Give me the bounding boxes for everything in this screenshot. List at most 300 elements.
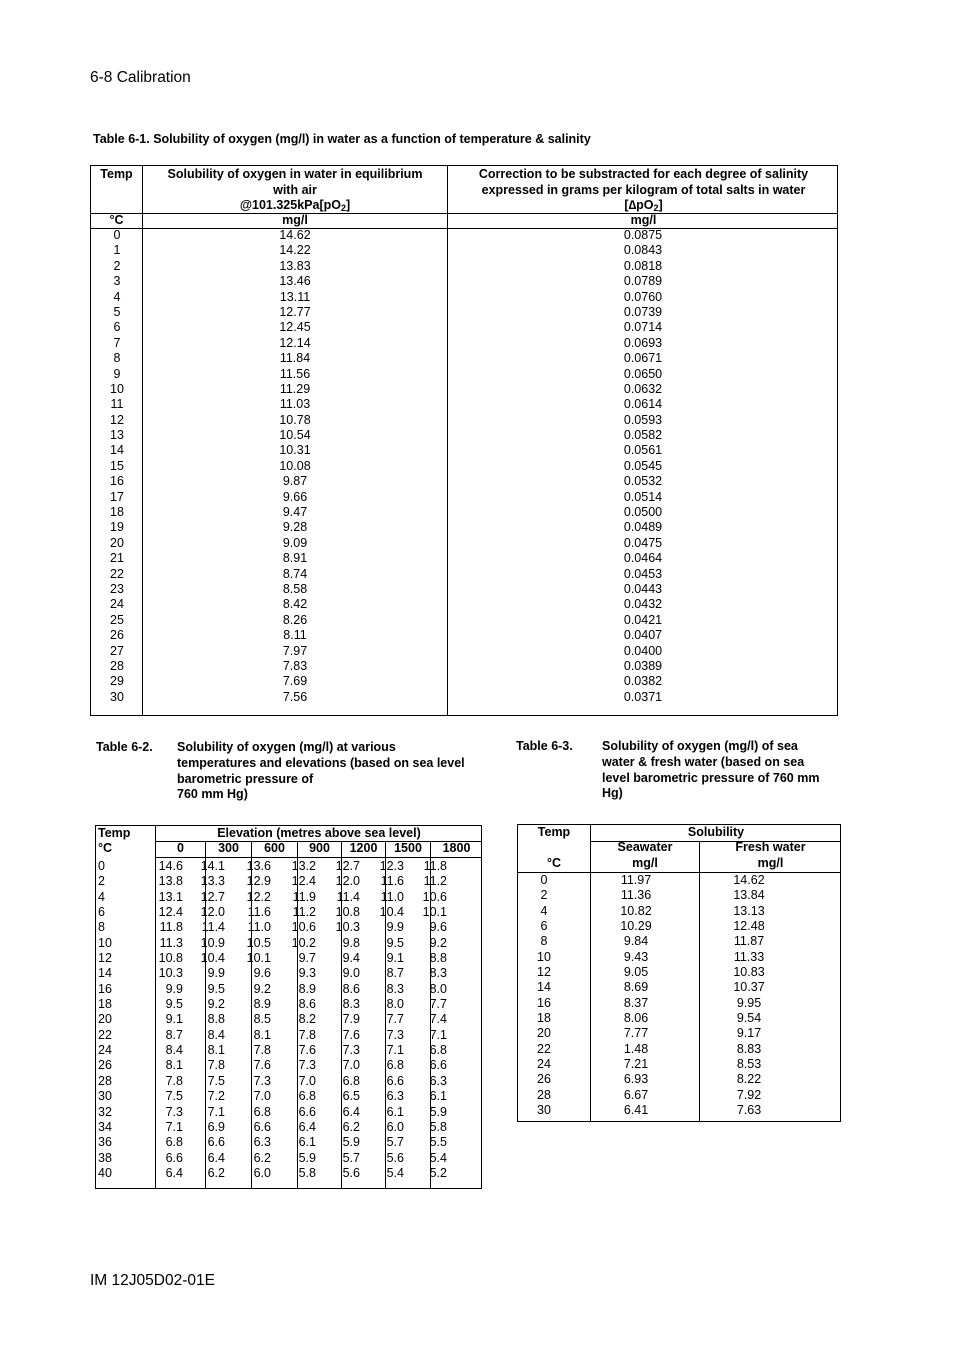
temp-cell: 18	[98, 997, 112, 1012]
elevation-header: 1800	[442, 841, 471, 855]
correction-cell: 0.0371	[623, 689, 663, 704]
table-row	[91, 674, 837, 689]
table-row	[91, 659, 837, 674]
value-cell: 7.1	[429, 1027, 447, 1042]
correction-cell: 0.0382	[623, 674, 663, 689]
table-row	[96, 1135, 481, 1150]
elevation-header: 300	[218, 841, 239, 855]
value-cell: 11.4	[336, 889, 360, 904]
value-cell: 5.5	[429, 1135, 447, 1150]
freshwater-cell: 8.22	[736, 1072, 762, 1087]
correction-cell: 0.0671	[623, 351, 663, 366]
value-cell: 10.8	[158, 951, 183, 966]
temp-cell: 18	[110, 505, 124, 520]
header-line	[143, 198, 447, 214]
header-line	[448, 198, 839, 214]
table-row	[91, 382, 837, 397]
value-cell: 7.8	[165, 1073, 183, 1088]
value-cell: 13.3	[200, 874, 225, 889]
header-text: ]	[345, 198, 351, 212]
value-cell: 9.9	[165, 981, 183, 996]
value-cell: 5.6	[342, 1165, 360, 1180]
value-cell: 7.3	[386, 1027, 404, 1042]
table-row	[518, 1057, 840, 1072]
table1-unit-correction: mg/l	[630, 213, 657, 227]
value-cell: 10.1	[246, 951, 271, 966]
value-cell: 8.0	[386, 997, 404, 1012]
table-row	[518, 950, 840, 965]
seawater-cell: 11.36	[620, 888, 652, 903]
solubility-cell: 11.56	[279, 366, 311, 381]
value-cell: 9.2	[429, 935, 447, 950]
table-row	[91, 490, 837, 505]
temp-cell: 6	[98, 905, 105, 920]
correction-cell: 0.0739	[623, 304, 663, 319]
table-row	[91, 259, 837, 274]
value-cell: 7.3	[253, 1073, 271, 1088]
value-cell: 7.3	[342, 1043, 360, 1058]
solubility-cell: 9.47	[282, 505, 308, 520]
value-cell: 6.1	[386, 1104, 404, 1119]
page-footer: IM 12J05D02-01E	[90, 1272, 215, 1289]
value-cell: 12.4	[158, 905, 183, 920]
value-cell: 6.0	[386, 1119, 404, 1134]
temp-cell: 9	[113, 366, 121, 381]
temp-cell: 12	[537, 965, 551, 980]
freshwater-cell: 10.37	[733, 980, 765, 995]
correction-cell: 0.0714	[623, 320, 663, 335]
solubility-cell: 8.58	[282, 581, 308, 596]
temp-cell: 3	[113, 274, 121, 289]
solubility-cell: 7.97	[282, 643, 308, 658]
temp-cell: 14	[537, 980, 551, 995]
value-cell: 6.8	[386, 1058, 404, 1073]
header-line: Correction to be substracted for each degree of salinity	[478, 167, 809, 181]
solubility-cell: 10.31	[279, 443, 311, 458]
table-row	[91, 274, 837, 289]
seawater-cell: 7.21	[623, 1057, 649, 1072]
temp-cell: 8	[98, 920, 105, 935]
table2-body	[96, 859, 481, 1181]
table-row	[96, 1043, 481, 1058]
table-row	[91, 613, 837, 628]
elevation-header: 1200	[349, 841, 378, 855]
table-row	[96, 890, 481, 905]
table-row	[518, 1026, 840, 1041]
seawater-cell: 6.93	[623, 1072, 649, 1087]
freshwater-cell: 13.84	[733, 888, 765, 903]
correction-cell: 0.0818	[623, 258, 663, 273]
table-row	[96, 1089, 481, 1104]
temp-cell: 36	[98, 1135, 112, 1150]
value-cell: 5.9	[429, 1104, 447, 1119]
correction-cell: 0.0453	[623, 566, 663, 581]
value-cell: 7.6	[298, 1043, 316, 1058]
table3-caption-number: Table 6-3.	[516, 739, 573, 753]
correction-cell: 0.0421	[623, 612, 663, 627]
freshwater-cell: 11.87	[733, 934, 765, 949]
value-cell: 11.3	[159, 935, 183, 950]
temp-cell: 22	[98, 1027, 112, 1042]
temp-cell: 12	[110, 412, 124, 427]
table-row	[91, 320, 837, 335]
value-cell: 5.6	[386, 1150, 404, 1165]
value-cell: 12.9	[246, 874, 271, 889]
solubility-cell: 11.29	[279, 381, 311, 396]
table-row	[91, 459, 837, 474]
table-row	[91, 551, 837, 566]
correction-cell: 0.0545	[623, 458, 663, 473]
seawater-cell: 8.37	[623, 995, 649, 1010]
table-row	[96, 936, 481, 951]
solubility-cell: 13.46	[279, 274, 311, 289]
table3-freshwater-unit: mg/l	[757, 856, 784, 870]
solubility-cell: 10.54	[279, 428, 311, 443]
value-cell: 8.7	[386, 966, 404, 981]
table-row	[96, 982, 481, 997]
value-cell: 6.4	[207, 1150, 225, 1165]
table-row	[91, 474, 837, 489]
temp-cell: 25	[110, 612, 124, 627]
header-line: with air	[273, 182, 317, 197]
temp-cell: 20	[110, 535, 124, 550]
solubility-cell: 8.74	[282, 566, 308, 581]
header-line: expressed in grams per kilogram of total salts in water	[481, 182, 806, 197]
temp-cell: 22	[110, 566, 124, 581]
value-cell: 7.6	[342, 1027, 360, 1042]
table-row	[518, 873, 840, 888]
caption-line: 760 mm Hg)	[177, 787, 248, 802]
temp-cell: 8	[540, 934, 548, 949]
value-cell: 9.2	[253, 981, 271, 996]
value-cell: 5.8	[298, 1165, 316, 1180]
value-cell: 12.2	[246, 889, 271, 904]
temp-cell: 4	[540, 903, 548, 918]
table-row	[91, 351, 837, 366]
value-cell: 9.1	[386, 951, 404, 966]
value-cell: 7.3	[298, 1058, 316, 1073]
value-cell: 13.6	[246, 859, 271, 873]
value-cell: 6.5	[342, 1089, 360, 1104]
table1-body	[91, 228, 837, 705]
temp-cell: 40	[98, 1165, 112, 1180]
solubility-cell: 12.77	[279, 304, 311, 319]
solubility-cell: 9.87	[282, 474, 308, 489]
correction-cell: 0.0514	[623, 489, 663, 504]
solubility-cell: 12.45	[279, 320, 311, 335]
table-row	[91, 644, 837, 659]
freshwater-cell: 14.62	[733, 873, 765, 887]
value-cell: 8.0	[429, 981, 447, 996]
seawater-cell: 10.82	[620, 903, 652, 918]
temp-cell: 30	[110, 689, 124, 704]
value-cell: 7.2	[207, 1089, 225, 1104]
value-cell: 8.2	[298, 1012, 316, 1027]
value-cell: 5.8	[429, 1119, 447, 1134]
table2	[95, 825, 482, 1189]
header-text: @101.325kPa[pO	[239, 198, 341, 212]
table1	[90, 165, 838, 716]
table-row	[518, 888, 840, 903]
freshwater-cell: 9.95	[736, 995, 762, 1010]
value-cell: 9.2	[207, 997, 225, 1012]
table-row	[91, 505, 837, 520]
table-row	[91, 305, 837, 320]
value-cell: 5.2	[429, 1165, 447, 1180]
temp-cell: 17	[110, 489, 124, 504]
value-cell: 13.2	[291, 859, 316, 873]
caption-line: level barometric pressure of 760 mm	[602, 770, 820, 785]
value-cell: 14.1	[200, 859, 225, 873]
table-row	[91, 567, 837, 582]
table-row	[91, 290, 837, 305]
value-cell: 7.1	[207, 1104, 225, 1119]
temp-cell: 24	[98, 1043, 112, 1058]
temp-cell: 27	[110, 643, 124, 658]
table1-unit-temp: °C	[109, 213, 124, 227]
table-row	[91, 520, 837, 535]
temp-cell: 16	[537, 995, 551, 1010]
value-cell: 7.1	[165, 1119, 183, 1134]
table-row	[91, 628, 837, 643]
value-cell: 6.4	[298, 1119, 316, 1134]
value-cell: 11.4	[201, 920, 225, 935]
value-cell: 6.6	[298, 1104, 316, 1119]
value-cell: 12.7	[335, 859, 360, 873]
solubility-cell: 7.83	[282, 658, 308, 673]
value-cell: 9.3	[298, 966, 316, 981]
value-cell: 7.0	[298, 1073, 316, 1088]
value-cell: 8.3	[386, 981, 404, 996]
value-cell: 7.8	[253, 1043, 271, 1058]
value-cell: 10.8	[335, 905, 360, 920]
temp-cell: 0	[98, 859, 105, 873]
table-row	[518, 919, 840, 934]
table3	[517, 824, 841, 1122]
solubility-cell: 8.26	[282, 612, 308, 627]
value-cell: 10.3	[158, 966, 183, 981]
temp-cell: 16	[110, 474, 124, 489]
table-row	[518, 1103, 840, 1118]
solubility-cell: 8.91	[282, 551, 308, 566]
value-cell: 8.4	[165, 1043, 183, 1058]
seawater-cell: 6.41	[623, 1103, 649, 1118]
value-cell: 8.7	[165, 1027, 183, 1042]
temp-cell: 30	[537, 1103, 551, 1118]
value-cell: 9.4	[342, 951, 360, 966]
value-cell: 6.1	[429, 1089, 447, 1104]
elevation-header: 1500	[394, 841, 422, 855]
value-cell: 10.2	[291, 935, 316, 950]
table-row	[91, 397, 837, 412]
table-row	[518, 904, 840, 919]
temp-cell: 5	[113, 304, 121, 319]
value-cell: 9.7	[298, 951, 316, 966]
value-cell: 6.6	[253, 1119, 271, 1134]
temp-cell: 28	[110, 658, 124, 673]
table-row	[96, 997, 481, 1012]
temp-cell: 29	[110, 674, 124, 689]
elevation-header: 900	[309, 841, 330, 855]
caption-line: Solubility of oxygen (mg/l) of sea	[602, 739, 798, 753]
correction-cell: 0.0443	[623, 581, 663, 596]
temp-cell: 0	[540, 873, 548, 887]
table1-correction-header	[448, 167, 839, 214]
seawater-cell: 7.77	[623, 1026, 649, 1041]
table2-divider	[155, 857, 481, 858]
table2-temp-unit: °C	[98, 841, 113, 855]
value-cell: 11.0	[247, 920, 271, 935]
temp-cell: 28	[537, 1087, 551, 1102]
table-row	[91, 428, 837, 443]
solubility-cell: 10.08	[279, 458, 311, 473]
header-text: [∆pO	[624, 198, 654, 212]
table-row	[91, 413, 837, 428]
page-header: 6-8 Calibration	[90, 69, 191, 86]
table-row	[96, 1058, 481, 1073]
table3-temp-header: Temp	[537, 825, 571, 839]
seawater-cell: 9.84	[623, 934, 649, 949]
value-cell: 11.8	[159, 920, 183, 935]
correction-cell: 0.0432	[623, 597, 663, 612]
table-row	[96, 1105, 481, 1120]
solubility-cell: 11.03	[279, 397, 311, 412]
solubility-cell: 9.66	[282, 489, 308, 504]
freshwater-cell: 9.54	[736, 1011, 762, 1026]
table-row	[96, 951, 481, 966]
table3-body	[518, 873, 840, 1119]
value-cell: 8.5	[253, 1012, 271, 1027]
value-cell: 13.1	[158, 889, 183, 904]
value-cell: 12.4	[291, 874, 316, 889]
value-cell: 7.4	[429, 1012, 447, 1027]
correction-cell: 0.0632	[623, 381, 663, 396]
table3-seawater-header: Seawater	[617, 840, 673, 854]
value-cell: 9.5	[207, 981, 225, 996]
table-row	[518, 934, 840, 949]
temp-cell: 2	[113, 258, 121, 273]
value-cell: 9.9	[386, 920, 404, 935]
value-cell: 13.8	[158, 874, 183, 889]
correction-cell: 0.0532	[623, 474, 663, 489]
table-row	[91, 536, 837, 551]
value-cell: 8.6	[342, 981, 360, 996]
value-cell: 8.8	[207, 1012, 225, 1027]
temp-cell: 14	[110, 443, 124, 458]
value-cell: 6.6	[207, 1135, 225, 1150]
temp-cell: 26	[537, 1072, 551, 1087]
temp-cell: 16	[98, 981, 112, 996]
freshwater-cell: 9.17	[736, 1026, 762, 1041]
seawater-cell: 9.05	[623, 965, 649, 980]
table3-caption	[516, 739, 846, 803]
temp-cell: 4	[98, 889, 105, 904]
value-cell: 6.8	[253, 1104, 271, 1119]
value-cell: 12.0	[335, 874, 360, 889]
temp-cell: 30	[98, 1089, 112, 1104]
solubility-cell: 9.28	[282, 520, 308, 535]
value-cell: 7.7	[386, 1012, 404, 1027]
correction-cell: 0.0875	[623, 228, 663, 242]
correction-cell: 0.0500	[623, 505, 663, 520]
value-cell: 6.1	[298, 1135, 316, 1150]
temp-cell: 18	[537, 1011, 551, 1026]
value-cell: 6.6	[429, 1058, 447, 1073]
table-row	[518, 1042, 840, 1057]
value-cell: 6.3	[429, 1073, 447, 1088]
table-row	[91, 690, 837, 705]
table-row	[96, 920, 481, 935]
seawater-cell: 8.69	[623, 980, 649, 995]
table2-caption-number: Table 6-2.	[96, 740, 153, 754]
value-cell: 6.0	[253, 1165, 271, 1180]
correction-cell: 0.0389	[623, 658, 663, 673]
seawater-cell: 6.67	[623, 1087, 649, 1102]
temp-cell: 24	[110, 597, 124, 612]
temp-cell: 12	[98, 951, 112, 966]
table1-temp-header: Temp	[100, 167, 133, 181]
value-cell: 7.8	[207, 1058, 225, 1073]
table-row	[96, 859, 481, 874]
value-cell: 5.4	[429, 1150, 447, 1165]
value-cell: 6.2	[207, 1165, 225, 1180]
value-cell: 9.9	[207, 966, 225, 981]
temp-cell: 34	[98, 1119, 112, 1134]
freshwater-cell: 7.92	[736, 1087, 762, 1102]
value-cell: 7.7	[429, 997, 447, 1012]
table-row	[96, 1074, 481, 1089]
value-cell: 5.4	[386, 1165, 404, 1180]
correction-cell: 0.0760	[623, 289, 663, 304]
solubility-cell: 14.62	[279, 228, 311, 242]
freshwater-cell: 8.53	[736, 1057, 762, 1072]
caption-line: Solubility of oxygen (mg/l) at various	[177, 740, 396, 754]
table1-solubility-header	[143, 167, 447, 214]
value-cell: 9.6	[253, 966, 271, 981]
table-row	[91, 582, 837, 597]
value-cell: 7.0	[253, 1089, 271, 1104]
temp-cell: 10	[110, 381, 124, 396]
freshwater-cell: 11.33	[733, 949, 765, 964]
temp-cell: 4	[113, 289, 121, 304]
table3-freshwater-header: Fresh water	[735, 840, 806, 854]
table-row	[518, 996, 840, 1011]
table-row	[518, 1088, 840, 1103]
value-cell: 7.3	[165, 1104, 183, 1119]
temp-cell: 23	[110, 581, 124, 596]
value-cell: 6.9	[207, 1119, 225, 1134]
value-cell: 8.3	[429, 966, 447, 981]
value-cell: 9.1	[165, 1012, 183, 1027]
subscript: 2	[340, 203, 346, 213]
freshwater-cell: 10.83	[733, 965, 765, 980]
value-cell: 12.7	[200, 889, 225, 904]
temp-cell: 20	[98, 1012, 112, 1027]
value-cell: 8.8	[429, 951, 447, 966]
value-cell: 6.6	[386, 1073, 404, 1088]
value-cell: 11.6	[247, 905, 271, 920]
solubility-cell: 13.83	[279, 258, 311, 273]
table2-elevation-header: Elevation (metres above sea level)	[217, 826, 421, 840]
solubility-cell: 7.56	[282, 689, 308, 704]
solubility-cell: 14.22	[279, 243, 311, 258]
solubility-cell: 8.11	[283, 628, 307, 643]
value-cell: 5.7	[386, 1135, 404, 1150]
temp-cell: 14	[98, 966, 112, 981]
value-cell: 11.2	[292, 905, 316, 920]
value-cell: 10.1	[422, 905, 447, 920]
value-cell: 14.6	[158, 859, 183, 873]
